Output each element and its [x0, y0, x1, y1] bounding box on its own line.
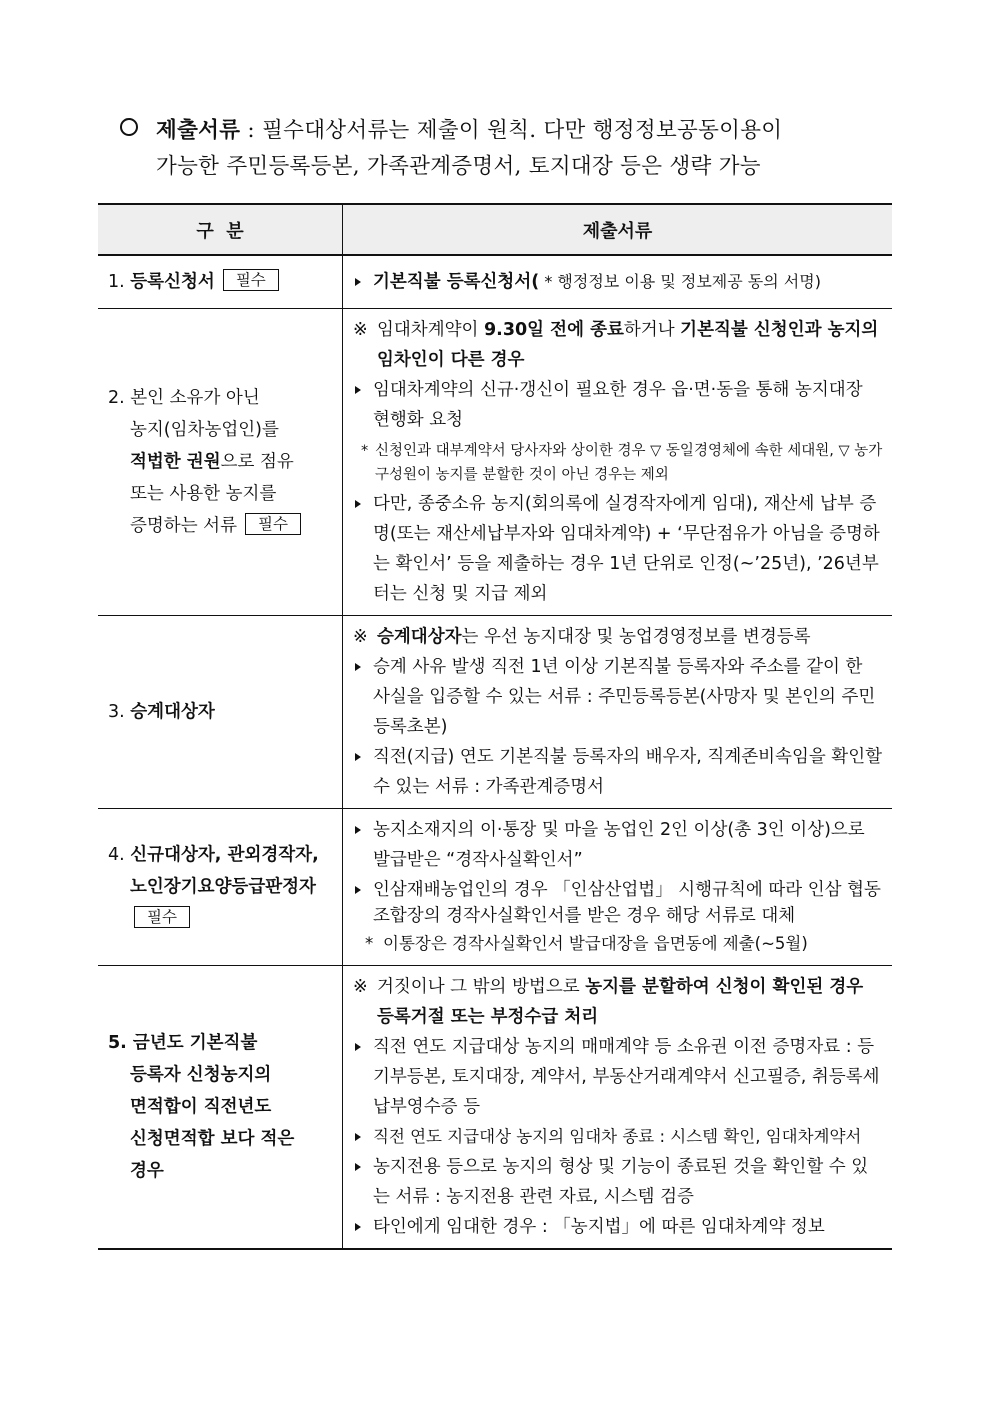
row5-label: 5. 금년도 기본직불	[108, 1033, 258, 1053]
list-item	[351, 1152, 884, 1212]
reference-mark-icon: ※	[353, 627, 368, 647]
row4-label: 노인장기요양등급판정자	[130, 877, 316, 897]
item-text: 승계 사유 발생 직전 1년 이상 기본직불 등록자와 주소를 같이 한 사실을 입증할 수 있는 서류 : 주민등록등본(사망자 및 본인의 주민등록초본)	[373, 657, 876, 737]
note-item	[351, 315, 884, 375]
row2-left-line: 또는 사용한 농지를	[130, 484, 277, 504]
row2-left-line	[108, 510, 334, 542]
row2-category	[98, 309, 343, 616]
row4-num: 4.	[108, 845, 125, 865]
row5-documents	[343, 966, 893, 1250]
row1-item-bold: 기본직불 등록신청서(	[373, 272, 540, 292]
list-item	[351, 815, 884, 875]
note-bold-text: 기본직불 신청인과 농지의 임차인이 다른 경우	[377, 320, 879, 370]
list-item	[351, 1122, 884, 1152]
item-text: 직전 연도 지급대상 농지의 매매계약 등 소유권 이전 증명자료 : 등기부등본, 토지대장, 계약서, 부동산거래계약서 신고필증, 취등록세 납부영수증 등	[373, 1037, 880, 1117]
item-text: 직전(지급) 연도 기본직불 등록자의 배우자, 직계존비속임을 확인할 수 있는 서류 : 가족관계증명서	[373, 747, 883, 797]
note-text: 임대차계약이	[377, 320, 484, 340]
required-tag: 필수	[245, 513, 301, 535]
row5-label: 등록자 신청농지의	[130, 1065, 272, 1085]
row4-left-line	[108, 903, 334, 935]
item-text: 직전 연도 지급대상 농지의 임대차 종료 : 시스템 확인, 임대차계약서	[373, 1127, 862, 1146]
item-text: 농지전용 등으로 농지의 형상 및 기능이 종료된 것을 확인할 수 있는 서류 : 농지전용 관련 자료, 시스템 검증	[373, 1157, 869, 1207]
list-item	[351, 489, 884, 609]
row1-documents	[343, 255, 893, 309]
list-item	[351, 1212, 884, 1242]
list-item	[351, 877, 884, 929]
note-text: 하거나	[623, 320, 681, 340]
triangle-bullet-icon	[355, 1133, 361, 1141]
asterisk-mark: *	[361, 443, 369, 459]
intro-section	[120, 113, 910, 185]
note-bold-text: 농지를 분할하여 신청이 확인된 경우 등록거절 또는 부정수급 처리	[377, 977, 864, 1027]
table-row	[98, 809, 892, 966]
row3-label: 승계대상자	[130, 702, 215, 722]
row4-label: 신규대상자, 관외경작자,	[130, 845, 319, 865]
list-item	[351, 267, 884, 297]
asterisk-note-text: 이통장은 경작사실확인서 발급대장을 읍면동에 제출(~5월)	[383, 934, 808, 953]
intro-key: 제출서류	[156, 118, 241, 143]
row3-documents	[343, 616, 893, 809]
asterisk-mark: *	[365, 934, 374, 953]
list-item	[351, 375, 884, 435]
note-bold-text: 9.30일 전에 종료	[484, 320, 624, 340]
item-text: 다만, 종중소유 농지(회의록에 실경작자에게 임대), 재산세 납부 증명(또는 재산세납부자와 임대차계약) + ‘무단점유가 아님을 증명하는 확인서’ 등을 제출하는 경우 1년 단위로 인정(~’25년), ’26년부터는 신청 및 지급 제외	[373, 494, 880, 604]
row5-label: 경우	[130, 1161, 164, 1181]
table-row	[98, 616, 892, 809]
row2-left-line: 2. 본인 소유가 아닌	[108, 388, 260, 408]
item-text: 임대차계약의 신규·갱신이 필요한 경우 읍·면·동을 통해 농지대장 현행화 요청	[373, 380, 863, 430]
reference-mark-icon: ※	[353, 320, 368, 340]
row5-label: 면적합이 직전년도	[130, 1097, 272, 1117]
triangle-bullet-icon	[355, 753, 361, 761]
note-text: 거짓이나 그 밖의 방법으로	[377, 977, 586, 997]
row1-item-text: * 행정정보 이용 및 정보제공 동의 서명)	[539, 272, 821, 291]
note-bold-text: 승계대상자	[377, 627, 462, 647]
triangle-bullet-icon	[355, 1223, 361, 1231]
row5-label: 신청면적합 보다 적은	[130, 1129, 295, 1149]
triangle-bullet-icon	[355, 278, 361, 286]
row4-left-line	[108, 871, 334, 903]
required-tag: 필수	[223, 269, 279, 291]
triangle-bullet-icon	[355, 386, 361, 394]
intro-line-2: 가능한 주민등록등본, 가족관계증명서, 토지대장 등은 생략 가능	[156, 154, 761, 179]
row5-left-line	[108, 1027, 334, 1059]
required-tag: 필수	[134, 906, 190, 928]
row1-num: 1.	[108, 272, 125, 292]
triangle-bullet-icon	[355, 1163, 361, 1171]
triangle-bullet-icon	[355, 826, 361, 834]
item-text: 타인에게 임대한 경우 : 「농지법」에 따른 임대차계약 정보	[373, 1217, 825, 1237]
header-documents: 제출서류	[343, 204, 893, 255]
intro-line-1	[120, 113, 910, 149]
item-text: 농지소재지의 이·통장 및 마을 농업인 2인 이상(총 3인 이상)으로 발급받은 “경작사실확인서”	[373, 820, 865, 870]
list-item	[351, 1032, 884, 1122]
intro-text-1: : 필수대상서류는 제출이 원칙. 다만 행정정보공동이용이	[240, 118, 783, 143]
table-row	[98, 255, 892, 309]
row4-category	[98, 809, 343, 966]
row2-text: 증명하는 서류	[130, 516, 237, 536]
note-item	[351, 622, 884, 652]
row1-category	[98, 255, 343, 309]
row2-documents	[343, 309, 893, 616]
row4-documents	[343, 809, 893, 966]
header-category: 구 분	[98, 204, 343, 255]
row2-left-line	[108, 446, 334, 478]
row2-text: 으로 점유	[220, 452, 294, 472]
list-item	[351, 652, 884, 742]
triangle-bullet-icon	[355, 663, 361, 671]
table-row	[98, 309, 892, 616]
list-item	[351, 742, 884, 802]
triangle-bullet-icon	[355, 886, 361, 894]
note-text: 는 우선 농지대장 및 농업경영정보를 변경등록	[461, 627, 811, 647]
sub-note	[351, 439, 884, 487]
row3-category	[98, 616, 343, 809]
asterisk-note	[351, 929, 884, 959]
row5-category	[98, 966, 343, 1250]
row1-label: 등록신청서	[130, 272, 215, 292]
circle-bullet-icon	[120, 118, 138, 136]
row3-num: 3.	[108, 702, 125, 722]
table-row	[98, 966, 892, 1250]
table-header-row	[98, 204, 892, 255]
item-text: 인삼재배농업인의 경우 「인삼산업법」 시행규칙에 따라 인삼 협동조합장의 경작사실확인서를 받은 경우 해당 서류로 대체	[373, 880, 881, 926]
triangle-bullet-icon	[355, 1043, 361, 1051]
row2-bold-text: 적법한 권원	[130, 452, 221, 472]
row2-left-line: 농지(임차농업인)를	[130, 420, 279, 440]
requirements-table	[98, 203, 892, 1250]
note-item	[351, 972, 884, 1032]
sub-note-text: 신청인과 대부계약서 당사자와 상이한 경우 ▽ 동일경영체에 속한 세대원, ▽ 농가 구성원이 농지를 분할한 것이 아닌 경우는 제외	[375, 443, 883, 483]
row4-left-line	[108, 839, 334, 871]
reference-mark-icon: ※	[353, 977, 368, 997]
triangle-bullet-icon	[355, 500, 361, 508]
